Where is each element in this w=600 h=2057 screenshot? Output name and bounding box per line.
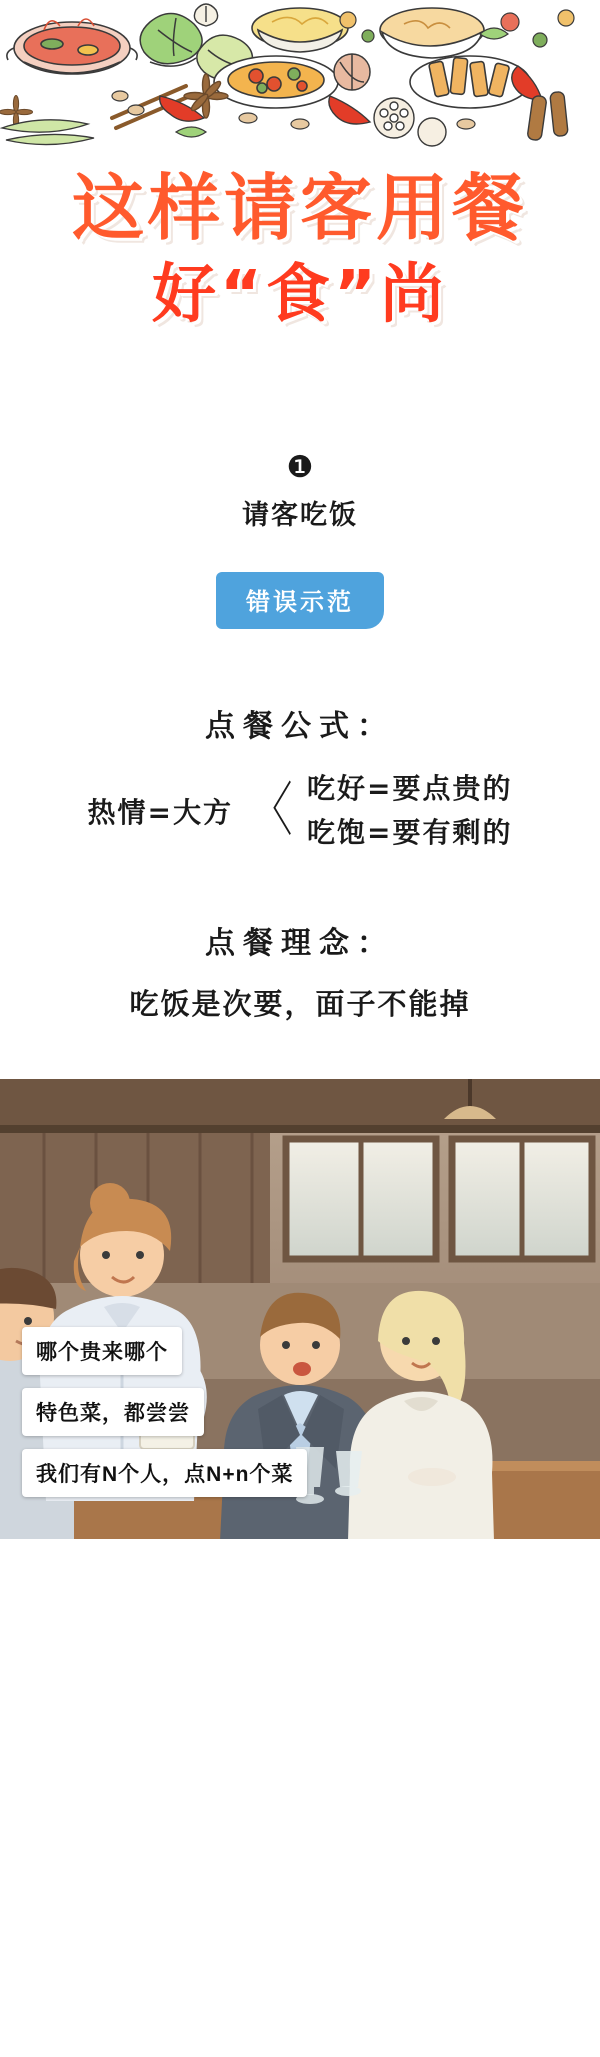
- page-subtitle: 好“食”尚: [151, 257, 449, 332]
- formula-title: 点餐公式：: [205, 709, 395, 745]
- food-illustration-banner: [0, 0, 600, 150]
- concept-text: 吃饭是次要，面子不能掉: [129, 987, 471, 1022]
- speech-bubble-list: [22, 1327, 307, 1497]
- formula-right-line-1: 吃好=要点贵的: [307, 772, 513, 806]
- formula-block: [0, 701, 600, 854]
- brace-icon: 〈: [251, 777, 293, 843]
- speech-bubble: 特色菜，都尝尝: [22, 1388, 204, 1436]
- section-heading: 请客吃饭: [242, 500, 358, 531]
- concept-block: [0, 918, 600, 1023]
- page-title: 这样请客用餐: [71, 166, 528, 250]
- section-number-icon: ❶: [286, 451, 314, 485]
- formula-left-term: 热情=大方: [87, 795, 233, 829]
- formula-right-terms: [307, 767, 512, 854]
- status-badge: 错误示范: [216, 572, 384, 629]
- speech-bubble: 哪个贵来哪个: [22, 1327, 182, 1375]
- concept-title: 点餐理念：: [205, 926, 395, 962]
- speech-bubble: 我们有N个人，点N+n个菜: [22, 1449, 307, 1497]
- food-illustration-svg: [0, 0, 600, 150]
- badge-wrap: [0, 572, 600, 629]
- restaurant-photo: [0, 1079, 600, 1539]
- section-number-wrap: [0, 453, 600, 483]
- formula-right-line-2: 吃饱=要有剩的: [307, 815, 513, 849]
- formula-body: [0, 767, 600, 854]
- page-title-block: [0, 150, 600, 333]
